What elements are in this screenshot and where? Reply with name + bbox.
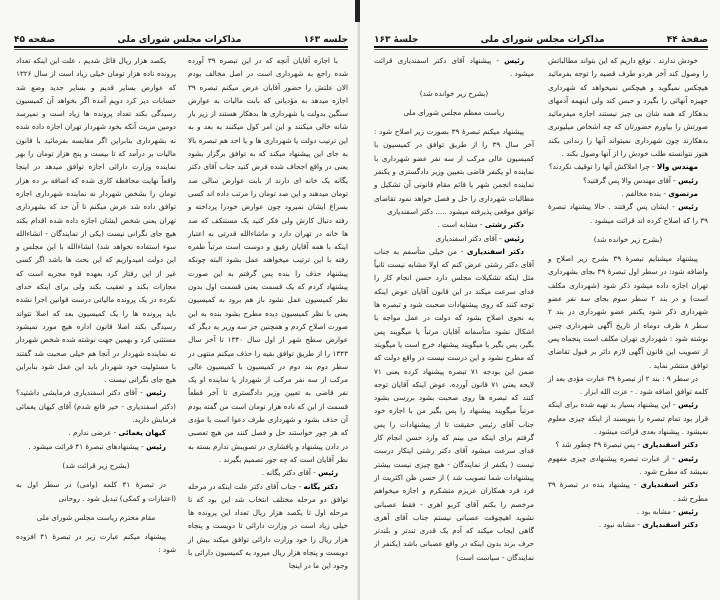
session-label: جلسه ۱۶۳	[303, 35, 348, 45]
page-number: صفحهٔ ۴۴	[666, 35, 708, 45]
speaker-name: رئیس	[678, 453, 698, 463]
speaker-paragraph	[16, 440, 176, 453]
column-right	[548, 54, 708, 531]
body-paragraph	[548, 252, 708, 372]
paragraph-text: - من خیلی متأسفم به جناب آقای دکتر رشتی عرض کنم که اولا مشابه نیست ثانیاً مثل اینکه تشکیلات مجلس دارد حسن انجام کار را فدای سرعت میکند در این قانون آقایان عوض اینکه توجه کنند که روی پیشنهادات صحبت شود و تبصره ها به نحوی اصلاح بشود که دولت در عمل مواجه با اشکال نشود متأسفانه آقایان مرتباً یا میگویند پس بگیر، پس بگیر یا میگویند پیشنهاد خرج است یا میگویند که مطرح نشود و این درست نیست در واقع دولت که ضمن این بودجه ۷۱ تبصره پیشنهاد کرده یعنی ۷۱ لایحه یعنی ۷۱ قانون آورده، عوض اینکه آقایان توجه کنند که تبصره ها روی صحبت بشود بررسی بشود مرتباً میگویند پیشنهاد را پس بگیر من با اجازه خود جناب آقای رئیس حقیقت تا از پیشنهادات را پس گرفتم برای اینکه می بینم که وارد حسن انجام کار فدای سرعت میشود آقای دکتر رشتی اینکار درست نیست ( یکنفر از نمایندگان - هیچ چیزی نیست بیشتر پیشنهادات شما تصویب شد ) از حسن ظن اکثریت از فرد فرد همکاران عزیزم متشکرم و اجازه میخواهم مرخصم را بکنم آقای کربو اهری - فقط عصبانی نشوید اهیچوقت عصبانی نیستم جناب آقای آهری گاهی ایجاب میکند که آدم یک قدری تندتر و بلندتر حرف بزند بدون اینکه در واقع عصبانی باشد (یکنفر از نمایندگان - سیاست است)	[374, 246, 535, 562]
speaker-name: رئیس	[678, 202, 698, 212]
paragraph-text: با اجازه آقایان آنچه که در این تبصره ۳۹ آورده شده راجع به شهرداری است در اصل مخالف بودم الان علتش را حضور آقایان عرض میکنم تبصره ۳۹ اجازه میدهد به مؤدیانی که بابت مالیات به عوارض سنگین بدولت یا شهرداری ها بدهکار هستند از زیر بار شانه خالی میکنند و این امر کول میکنند به بعد و به این ترتیب دولت یا شهرداری ها و یا احد هم تبصره بالا به جای این پیشنهاد میکند که به توافق برگزار بشود یعنی در واقع اجحاف شده فرض کنید جناب آقای دکتر یگانه یک خانه ای دارند از بابت عوارض سالی صد تومان میدهند و این صد تومان را مرتب داده اند کسی بسراغ ایشان نمیرود چون عوارض خودرا پرداخته و رفته دنبال کارش ولی فکر کنید یک مستنکف که صد ها خانه در تهران دارد و ماشاءالله قدرتی به اعتبار اینکه با همه آقایان رفیق و دوست است مرتباً طفره رفته با این ترتیب میخواهند عمل بشود البته چونکه پیشنهاد حذف را بنده پس گرفتم به این صورت پیشنهاد کردم که یک قسمت یعنی قسمت اول بدون نظر کمیسیون عمل نشود باز هم برود به کمیسیون یعنی با نظر کمیسیون دیده مطرح بشود بنده به این صورت اصلاح کردم و همچنین جز سه وزیر به دیگر که عوارض سطح شهر از اول سال ۱۳۴۰ تا آخر سال ۱۳۴۳ را از طریق توافق بقیه را حذف میکنم منتهی در سطر دوم بند دوم در کمیسیون با کمیسیون عالی مرکب از سه نفر مرکب از شهردار یا نماینده او یک نفر قاضی به تعیین وزیر دادگستری تا آخر قطعاً قسمت از این که ناده هزار تومان است من گفته بودم آن حذف بشود و شهرداری طرف دعوا است با مؤدی که هر جور خواستند حل و فصل کنند من هیچ تعصبی در دادن پیشنهاد و پافشاری در تصویبش ندارم بسته به نظر آقایان است که چه جور تصمیم بگیرند .	[188, 56, 348, 464]
column-right	[188, 54, 348, 573]
paragraph-text: - پیشنهاد آقای دکتر اسفندیاری قرائت میشود .	[374, 56, 534, 79]
speaker-name: رئیس	[504, 233, 524, 243]
speaker-paragraph	[16, 386, 176, 426]
centered-note	[374, 106, 534, 119]
body-paragraph	[16, 530, 176, 557]
speaker-paragraph	[548, 438, 708, 451]
paragraph-text: - آقای دکتر اسفندیاری	[435, 233, 505, 243]
paragraph-text: - مشابه نبود .	[598, 520, 643, 530]
paragraph-text: - پس تبصرهٔ ۳۹ چطور شد ؟	[555, 440, 643, 450]
paragraph-text: - آقای دکتر یگانه .	[261, 468, 319, 478]
speaker-paragraph	[374, 245, 534, 564]
header-rule-thin	[374, 49, 708, 50]
speaker-paragraph	[374, 218, 534, 231]
speaker-paragraph	[548, 398, 708, 438]
header-title: مذاکرات مجلس شورای ملی	[480, 35, 605, 45]
paragraph-text: - جناب آقای دکتر علت اینکه در مرحله توافق دو مرحله مختلف انتخاب شد این بود که تا مرحله اول تا یکصد هزار ریال تعداد این پرونده ها خیلی زیاد است در وزارت دارائی تا دویست و پنجاه هزار ریال را خود وزارت دارائی توافق میکند بیش از دویست و پنجاه هزار ریال میرود به کمیسیون دارائی با وجود این ما در اینجا	[188, 481, 348, 571]
page-header	[14, 31, 348, 45]
speaker-name: رئیس	[678, 506, 698, 516]
body-paragraph	[16, 54, 176, 386]
paragraph-text: - عرضی ندارم .	[68, 428, 119, 438]
speaker-paragraph	[548, 200, 708, 227]
centered-note	[548, 233, 708, 246]
paragraph-text: - از عبارت تبصره پیشنهادی چیزی مفهوم نمیشد که مطرح شود .	[548, 453, 708, 476]
speaker-name: دکتر یگانه	[303, 481, 338, 491]
speaker-paragraph	[548, 518, 708, 531]
paragraph-text: مقام محترم ریاست مجلس شورای ملی	[36, 512, 156, 522]
paragraph-text: پیشنهاد میکنم عبارت زیر در تبصرهٔ ۴۱ افزوده شود :	[16, 532, 176, 555]
centered-note	[16, 459, 176, 472]
paragraph-text: - بنده مخالفم .	[621, 188, 669, 198]
speaker-paragraph	[548, 452, 708, 479]
paragraph-text: - ایشان پس گرفتند . حالا پیشنهاد تبصرهٔ ۳۹ را که اصلاح کرده اند قرائت میشود .	[548, 202, 708, 225]
paragraph-text: در تبصرهٔ ۴۱ کلمه (وامی) در سطر اول به (اعتبارات و کمکی) تبدیل شود . روحانی	[16, 480, 176, 503]
paragraph-text: - پیشنهادهای تبصرهٔ ۴۱ قرائت میشود .	[28, 441, 147, 451]
speaker-name: دکتر اسفندیاری	[640, 480, 698, 490]
centered-note	[16, 511, 176, 524]
body-paragraph	[16, 478, 176, 505]
paragraph-text: در سطر ۹ : بند ۲ از تبصرهٔ ۳۹ عبارت مؤدی بعد از کلمه توافق اضافه شود . - عزت الله ابزار .	[548, 373, 708, 397]
body-paragraph	[548, 54, 708, 160]
speaker-name: مرتضوی	[668, 188, 698, 198]
speaker-paragraph	[548, 478, 708, 505]
speaker-paragraph	[548, 187, 708, 200]
speaker-name: رئیس	[678, 175, 698, 185]
speaker-name: کیهان یغمائی	[118, 428, 166, 438]
speaker-name: رئیس	[318, 468, 338, 478]
speaker-paragraph	[188, 466, 348, 479]
paragraph-text: - پیشنهاد بنده در تبصرهٔ ۳۹ مطرح شد .	[548, 480, 708, 503]
paragraph-text: (بشرح زیر خوانده شد)	[419, 88, 489, 98]
paragraph-text: - چرا املاکش آنها را توقیف نکردند؟	[548, 162, 658, 172]
speaker-name: دکتر اسفندیاری	[466, 246, 524, 256]
paragraph-text: (بشرح زیر خوانده شد)	[593, 234, 663, 244]
speaker-paragraph	[374, 54, 534, 81]
session-label: جلسهٔ ۱۶۳	[374, 35, 419, 45]
speaker-name: رئیس	[678, 400, 698, 410]
paragraph-text: پیشنهاد میشنایم تبصرهٔ ۳۹ بشرح زیر اصلاح و واضافه شود: در سطر اول تبصرهٔ ۳۹ بجای بشهرداری تهران اجازه داده میشود ذکر شود (شهرداری مکلف است) و در بند ۲ سطر سوم بجای سه نفر عضو شهرداری ذکر شود یکنفر عضو شهرداری در بند ۲ سطر ۸ ظرف دوماه از تاریخ آگهی شهرداری چنین نوشته شود : شهرداری تهران مکلف است پنجماه پس از تصویب این قانون آگهی لازم دائر بر قبول تقاضای توافق منتشر نماید .	[548, 254, 708, 370]
paragraph-text: - این پیشنهاد بسیار بد تهیه شده برای اینکه قرار بود تمام تبصره را بنویسند از اینکه چیزی معلوم نمیشود . پیشنهاد بعدی قرائت میشود .	[548, 400, 708, 437]
body-paragraph	[374, 125, 534, 218]
speaker-name: رئیس	[504, 56, 524, 65]
speaker-paragraph	[548, 174, 708, 187]
speaker-name: مهندس والا	[657, 162, 698, 172]
speaker-name: دکتر اسفندیاری	[642, 520, 698, 530]
centered-note	[374, 87, 534, 100]
page-header	[374, 31, 708, 45]
page-number: صفحه ۴۵	[14, 35, 56, 45]
page-44	[360, 0, 720, 600]
speaker-name: رئیس	[146, 388, 166, 398]
speaker-paragraph	[548, 505, 708, 518]
speaker-paragraph	[374, 232, 534, 245]
header-rule	[374, 46, 708, 48]
paragraph-text: - آقای مهندس والا پس گرفتید؟	[583, 175, 679, 185]
speaker-name: دکتر رشتی	[484, 220, 524, 230]
column-left	[374, 54, 534, 564]
paragraph-text: - مشابه بود .	[636, 506, 679, 516]
paragraph-text: پیشنهاد میکنم تبصرهٔ ۳۹ بصورت زیر اصلاح شود : آخر سال ۳۹ را از طریق توافق در کمیسیون با کمیسیون عالی مرکب از سه نفر عضو شهرداری با نماینده او یکنفر قاضی بتعیین وزیر دادگستری و یکنفر نماینده انجمن شهر یا قائم مقام قانونی آن تشکیل و مطالبات شهرداری را حل و فصل خواهد نمود تقاضای توافق موقعی پذیرفته میشود ..... دکتر اسفندیاری	[374, 127, 534, 216]
speaker-name: رئیس	[146, 441, 166, 451]
paragraph-text: خودش ندارند . توقع داریم که این بتواند مطالباتش را وصول کند آخر هردو طرف قضیه را توجه بفرمائید هیچکس نمیگوید و هیچکس نمیخواهد که شهرداری جهیزه آنهائی را بگیرد و حبس کند ولی اینهمه آدمهای بدهکار که همه شان بی چیز نیستند اجازه میفرمائید صورتش را بیاورم حضورتان که چه اشخاص میلیونری بدهکارند چون شهرداری نمیتواند آنها را زندانی بکند هنوز نتوانسته طلب خودش را از آنها وصول بکند .	[548, 56, 708, 159]
column-left	[16, 54, 176, 557]
paragraph-text: ریاست معظم مجلس شورای ملی	[403, 107, 505, 117]
speaker-name: دکتر اسفندیاری	[642, 440, 698, 450]
body-paragraph	[548, 372, 708, 399]
paragraph-text: یکصد هزار ریال قائل شدیم ، علت این اینکه تعداد پرونده ناده هزار تومان خیلی زیاد است از سال ۱۳۲۶ که عوارض بسایر قدیم و بسایر جدید وضع شد حسابات دیر کرد دویم آمده اگر بخواهد آن کمیسیون رسیدگی بکند تعداد پرونده ها زیاد است و نمیرسد دومین مزیت آنکه بخود شهردار تهران اجازه داده شده نه بشهرداری بنابراین اگر مقایسه بفرمائید با قانون مالیات بر درآمد که تا بیست و پنج هزار تومان را بهر نماینده وزارت دارائی اجازه توافق میدهد در اینجا واقعاً نهایت محافظه کاری شده که اضافه بر ده هزار تومان را بشخص شهردار نه نماینده شهرداری اجازه توافق داده شد عرض میکنم تا آن حد که بشهرداری تهران یعنی شخص ایشان اجازه داده شده اقدام بکند هیچ جای نگرانی نیست (یکی از نمایندگان - انشاءالله سوء استفاده نخواهد شد) انشاءالله با این مجلس و این دولت امیدواریم که این بحث ها باشد اگر کسی غیر از این رفتار کرد بعهده قوه مجریه است که مجازات بکند و تعقیب بکند ولی برای اینکه خدای نکرده در یک پرونده مالیاتی درست قوانین اجرا نشده باید پرونده ها را یک کمیسیون بعد که اصلا نتواند رسیدگی بکند اصلا قانون اداره هیچ مورد نمیشود مستثنی کرد و بهمین جهت نوشته شده شخص شهردار نه نماینده شهردار در آنجا هم خیلی صحبت شد گفتند با مسئولیت خود شهردار باید این عمل شود بنابراین هیچ جای نگرانی نیست .	[16, 56, 176, 385]
speaker-paragraph	[188, 480, 348, 573]
body-paragraph	[188, 54, 348, 466]
header-rule-thin	[14, 49, 348, 50]
header-rule	[14, 46, 348, 48]
paragraph-text: - مشابه است .	[437, 220, 485, 230]
paragraph-text: (بشرح زیر قرائت شد)	[62, 460, 130, 470]
paragraph-text: - آقای دکتر اسفندیاری فرمایشی داشتید؟ (دکتر اسفندیاری - خیر قانع شدم) آقای کیهان یغمائی فرمایش دارید.	[16, 388, 176, 425]
header-title: مذاکرات مجلس شورای ملی	[117, 35, 242, 45]
speaker-paragraph	[16, 426, 176, 439]
speaker-paragraph	[548, 160, 708, 173]
